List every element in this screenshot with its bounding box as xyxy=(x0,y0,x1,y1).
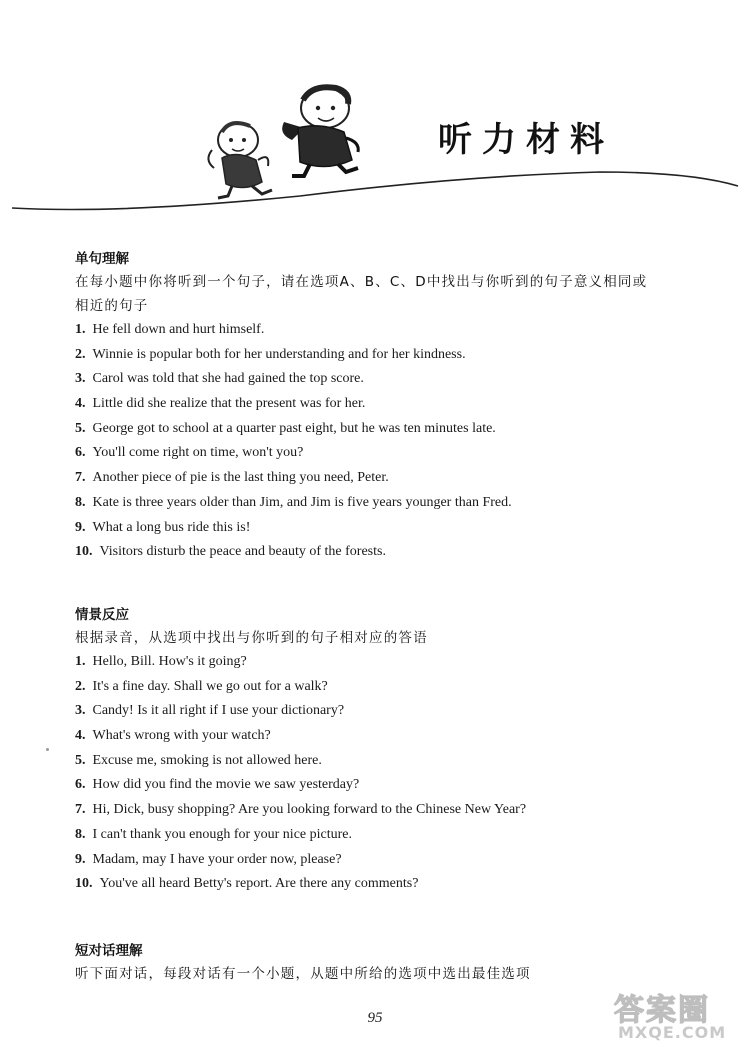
list-item xyxy=(75,675,695,700)
item-text: You'll come right on time, won't you? xyxy=(92,445,304,461)
item-text: Kate is three years older than Jim, and Jim is five years younger than Fred. xyxy=(92,494,512,510)
list-item xyxy=(75,724,695,749)
item-text: He fell down and hurt himself. xyxy=(92,322,265,337)
item-number: 2. xyxy=(75,678,86,694)
list-item xyxy=(75,749,695,774)
list-item xyxy=(75,343,695,368)
item-number: 9. xyxy=(75,519,86,535)
item-text: Carol was told that she had gained the top score. xyxy=(92,371,364,387)
section-instruction-line: 根据录音，从选项中找出与你听到的句子相对应的答语 xyxy=(75,630,428,646)
item-number: 10. xyxy=(75,544,93,560)
section-instruction-line: 听下面对话，每段对话有一个小题，从题中所给的选项中选出最佳选项 xyxy=(75,966,531,982)
item-number: 1. xyxy=(75,322,86,337)
item-number: 6. xyxy=(75,777,86,793)
item-number: 1. xyxy=(75,654,86,669)
section-situational-response xyxy=(75,604,695,897)
item-number: 2. xyxy=(75,346,86,362)
small-kid-figure xyxy=(208,123,272,198)
list-item xyxy=(75,823,695,848)
list-item xyxy=(75,773,695,798)
item-text: Little did she realize that the present was for her. xyxy=(92,396,366,412)
item-text: It's a fine day. Shall we go out for a walk? xyxy=(92,678,328,694)
section-single-sentence xyxy=(75,248,695,565)
list-item xyxy=(75,466,695,491)
item-text: I can't thank you enough for your nice picture. xyxy=(92,826,352,842)
item-text: Hi, Dick, busy shopping? Are you looking forward to the Chinese New Year? xyxy=(92,802,527,818)
page-title: 听力材料 xyxy=(438,120,614,160)
watermark xyxy=(612,985,747,1047)
item-number: 4. xyxy=(75,396,86,412)
item-text: Another piece of pie is the last thing you need, Peter. xyxy=(92,470,389,486)
list-item xyxy=(75,516,695,541)
big-kid-figure xyxy=(282,87,358,176)
list-item xyxy=(75,318,695,343)
item-text: How did you find the movie we saw yesterday? xyxy=(92,777,360,793)
list-item xyxy=(75,367,695,392)
item-text: What a long bus ride this is! xyxy=(92,519,251,535)
list-item xyxy=(75,798,695,823)
cartoon-kids-illustration xyxy=(0,0,750,230)
item-text: Winnie is popular both for her understanding and for her kindness. xyxy=(92,346,466,362)
item-text: Hello, Bill. How's it going? xyxy=(92,654,247,669)
section-heading: 短对话理解 xyxy=(75,943,143,959)
item-text: Excuse me, smoking is not allowed here. xyxy=(92,752,322,768)
item-number: 10. xyxy=(75,876,93,892)
watermark-logo: 答案圈 xyxy=(614,993,710,1028)
page-header xyxy=(0,0,750,230)
item-text: Visitors disturb the peace and beauty of the forests. xyxy=(99,544,386,560)
section-short-dialogue xyxy=(75,940,695,986)
item-text: Madam, may I have your order now, please? xyxy=(92,851,342,867)
item-number: 9. xyxy=(75,851,86,867)
section-instruction-line: 在每小题中你将听到一个句子，请在选项A、B、C、D中找出与你听到的句子意义相同或 xyxy=(75,274,648,290)
scan-speck xyxy=(46,748,49,751)
item-number: 8. xyxy=(75,494,86,510)
item-number: 4. xyxy=(75,728,86,744)
item-text: George got to school at a quarter past eight, but he was ten minutes late. xyxy=(92,420,496,436)
list-item xyxy=(75,417,695,442)
item-number: 7. xyxy=(75,802,86,818)
item-number: 5. xyxy=(75,420,86,436)
item-number: 5. xyxy=(75,752,86,768)
page-number: 95 xyxy=(367,1010,383,1026)
question-list xyxy=(75,650,695,897)
section-heading: 情景反应 xyxy=(75,607,129,623)
list-item xyxy=(75,491,695,516)
item-text: You've all heard Betty's report. Are there any comments? xyxy=(99,876,419,892)
item-text: Candy! Is it all right if I use your dictionary? xyxy=(92,703,345,719)
item-text: What's wrong with your watch? xyxy=(92,728,271,744)
item-number: 8. xyxy=(75,826,86,842)
list-item xyxy=(75,848,695,873)
watermark-url: MXQE.COM xyxy=(618,1023,727,1042)
list-item xyxy=(75,392,695,417)
list-item xyxy=(75,650,695,675)
section-heading: 单句理解 xyxy=(75,251,129,267)
list-item xyxy=(75,699,695,724)
list-item xyxy=(75,872,695,897)
section-instruction-line: 相近的句子 xyxy=(75,298,149,314)
item-number: 3. xyxy=(75,703,86,719)
list-item xyxy=(75,540,695,565)
item-number: 7. xyxy=(75,470,86,486)
item-number: 3. xyxy=(75,371,86,387)
item-number: 6. xyxy=(75,445,86,461)
question-list xyxy=(75,318,695,565)
list-item xyxy=(75,441,695,466)
